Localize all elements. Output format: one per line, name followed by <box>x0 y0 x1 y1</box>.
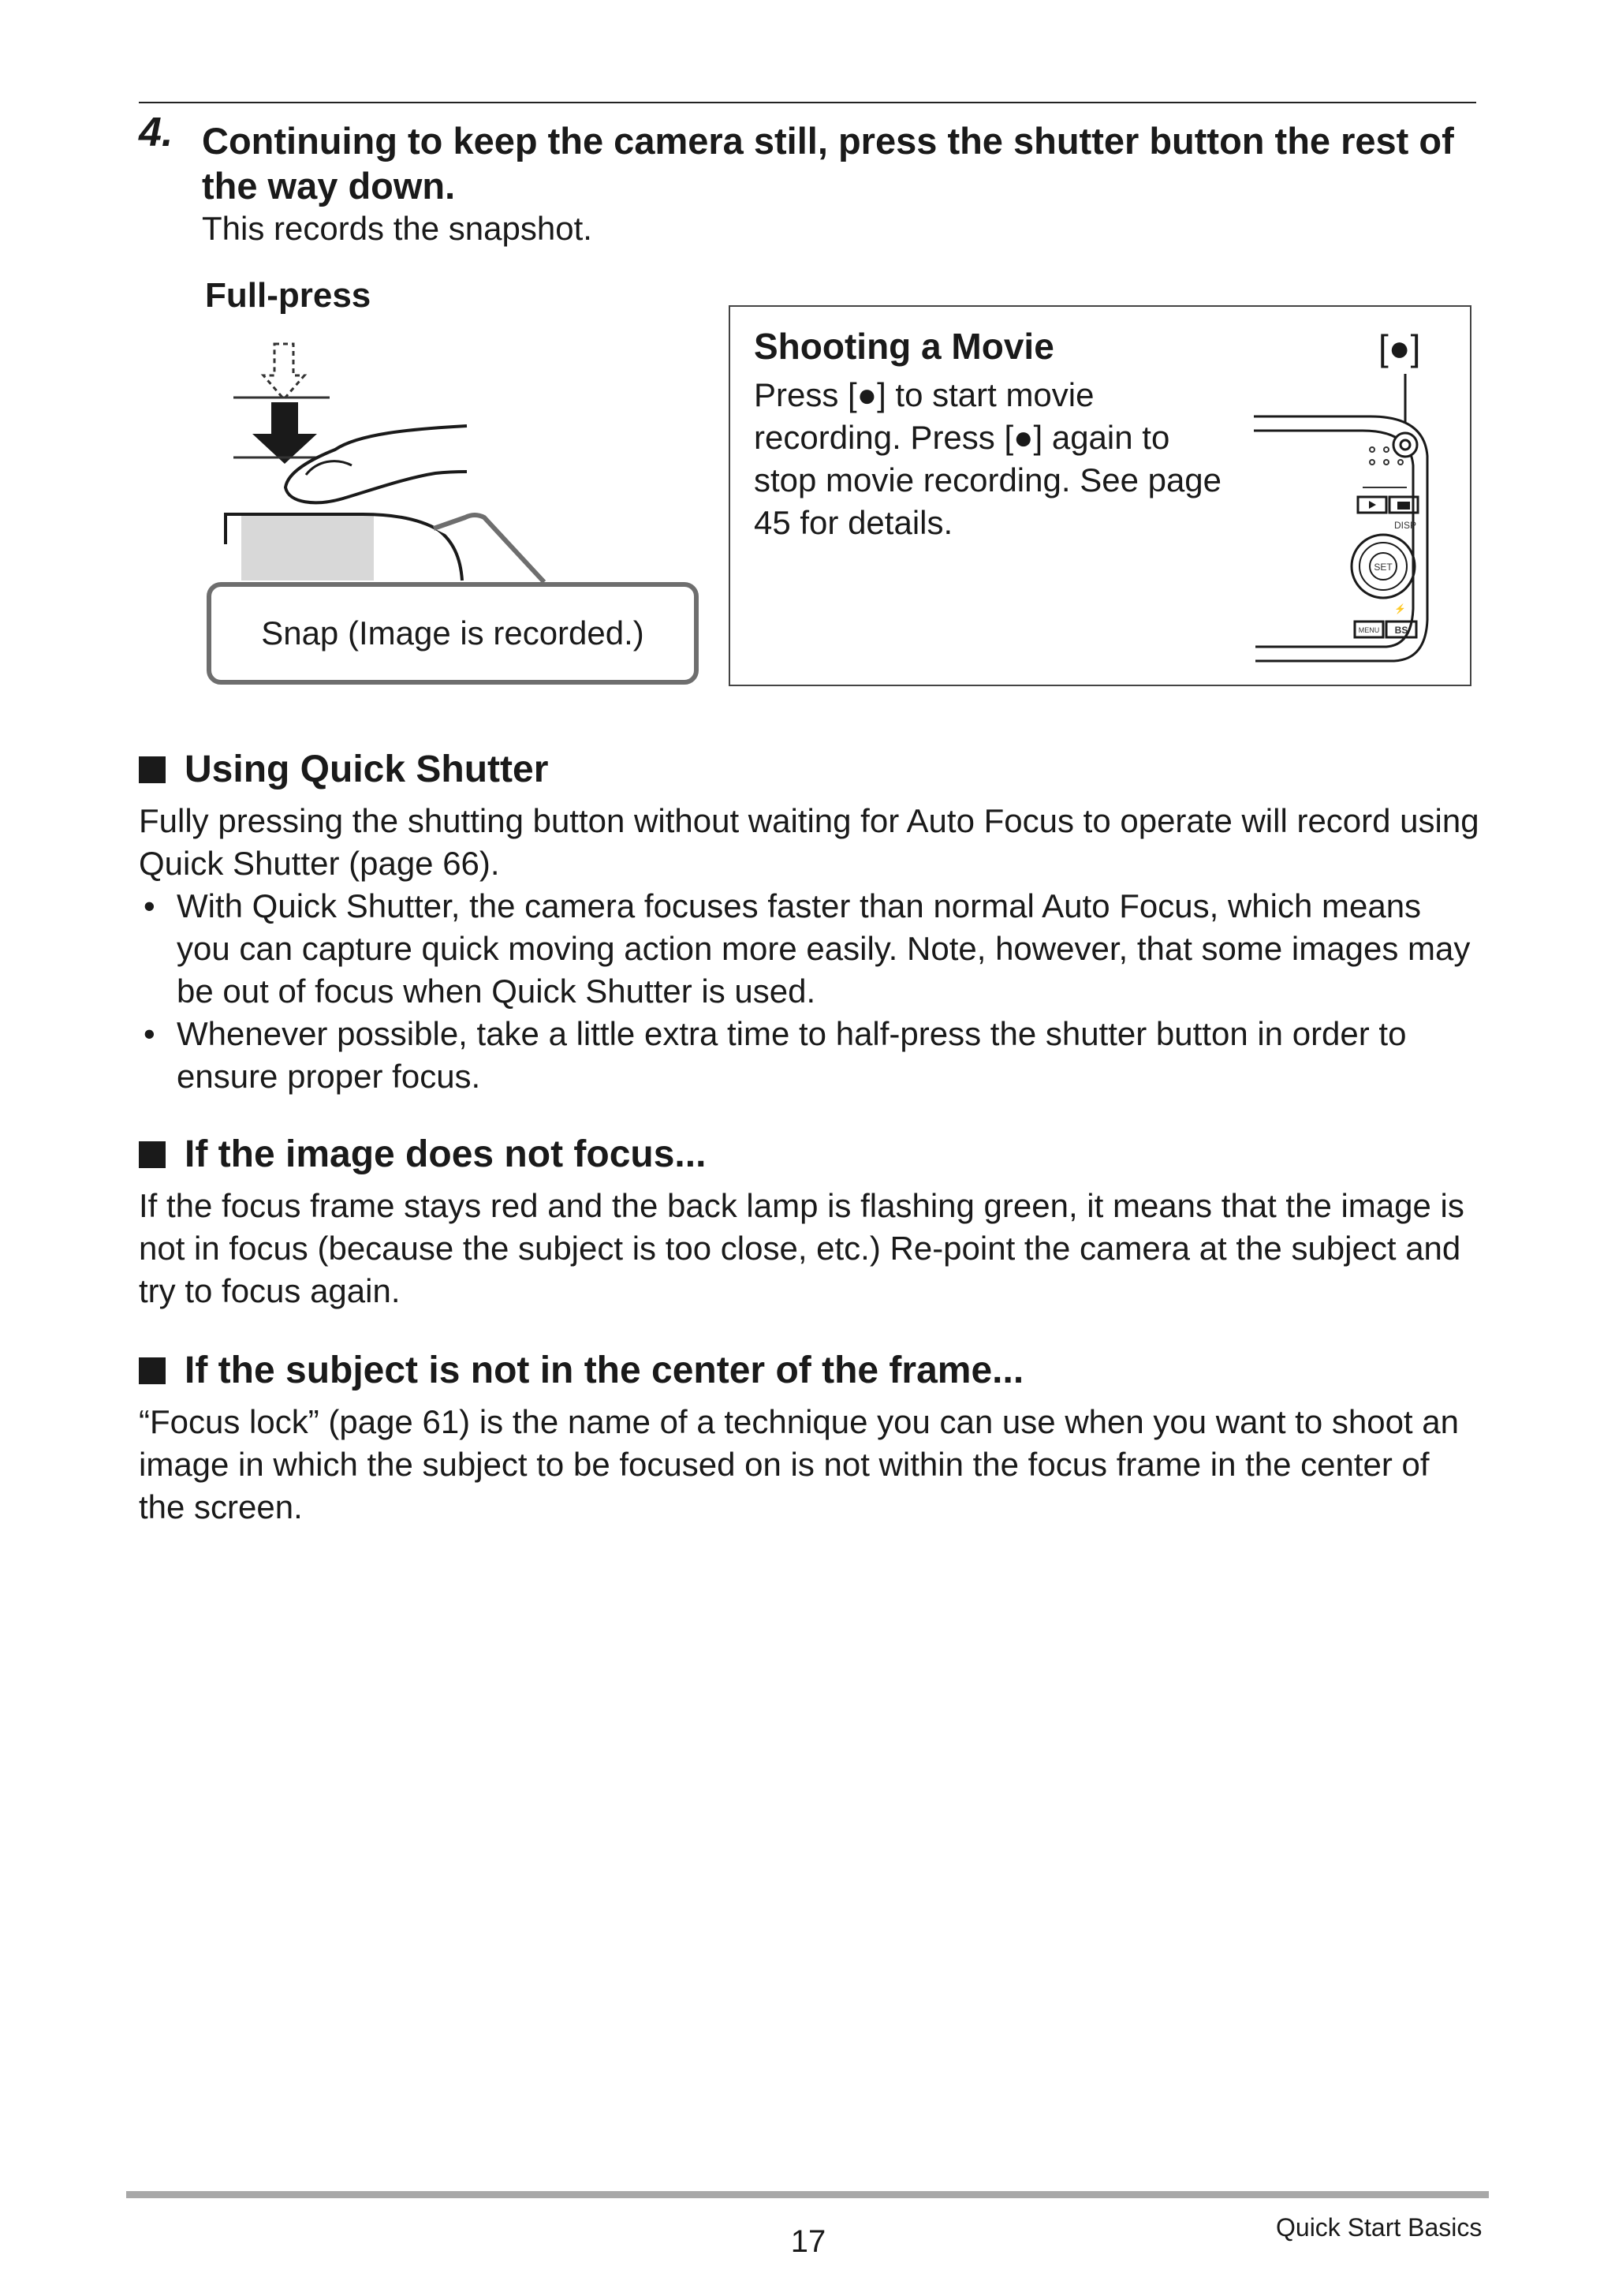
not-centered-text: “Focus lock” (page 61) is the name of a technique you can use when you want to shoot an image in which the subject to be focused on is not within the focus frame in the center of the screen. <box>139 1403 1459 1525</box>
section-heading-not-centered <box>139 1349 1024 1392</box>
footer-section-name: Quick Start Basics <box>1276 2213 1483 2242</box>
snap-callout: Snap (Image is recorded.) <box>207 582 699 685</box>
shutter-illustration <box>213 331 718 592</box>
shutter-button-icon <box>241 514 374 581</box>
quick-shutter-intro: Fully pressing the shutting button without waiting for Auto Focus to operate will record using Quick Shutter (page 66). <box>139 802 1479 882</box>
step-title: Continuing to keep the camera still, press the shutter button the rest of the way down. <box>202 120 1454 207</box>
section-heading-text: Using Quick Shutter <box>185 749 549 790</box>
square-bullet-icon <box>139 1141 166 1168</box>
list-item: • Whenever possible, take a little extra time to half-press the shutter button in order to ensure proper focus. <box>139 1013 1479 1098</box>
shooting-movie-text: Press [●] to start movie recording. Press [●] again to stop movie recording. See page 45 for details. <box>754 376 1222 541</box>
section-heading-quick-shutter <box>139 748 548 791</box>
full-press-arrow-icon <box>252 402 317 464</box>
menu-label: MENU <box>1358 626 1380 634</box>
shooting-movie-title: Shooting a Movie <box>754 326 1054 367</box>
bs-label: BS <box>1394 625 1408 636</box>
list-item: • With Quick Shutter, the camera focuses faster than normal Auto Focus, which means you can capture quick moving action more easily. Note, however, that some images may be out of focus when Quick Shutter is used. <box>139 885 1479 1013</box>
movie-button-label: [●] <box>1378 327 1421 368</box>
footer-rule <box>126 2191 1489 2198</box>
top-rule <box>139 102 1476 103</box>
section-heading-text: If the image does not focus... <box>185 1133 707 1175</box>
square-bullet-icon <box>139 1357 166 1384</box>
not-focus-text: If the focus frame stays red and the back lamp is flashing green, it means that the image is not in focus (because the subject is too close, etc.) Re-point the camera at the subject and try to focus again. <box>139 1187 1464 1309</box>
movie-button-icon <box>1393 433 1417 457</box>
svg-text:⚡: ⚡ <box>1394 603 1406 614</box>
step-description: This records the snapshot. <box>202 210 592 247</box>
half-press-arrow-icon <box>263 344 304 399</box>
section-heading-text: If the subject is not in the center of the frame... <box>185 1350 1024 1391</box>
square-bullet-icon <box>139 756 166 783</box>
disp-label: DISP <box>1394 520 1417 531</box>
set-label: SET <box>1374 562 1393 573</box>
step-number: 4. <box>139 110 173 155</box>
page-number: 17 <box>790 2224 826 2259</box>
quick-shutter-bullets <box>139 885 1479 1098</box>
section-heading-not-focus <box>139 1133 706 1176</box>
camera-back-illustration <box>1252 368 1440 667</box>
full-press-label: Full-press <box>205 276 371 315</box>
